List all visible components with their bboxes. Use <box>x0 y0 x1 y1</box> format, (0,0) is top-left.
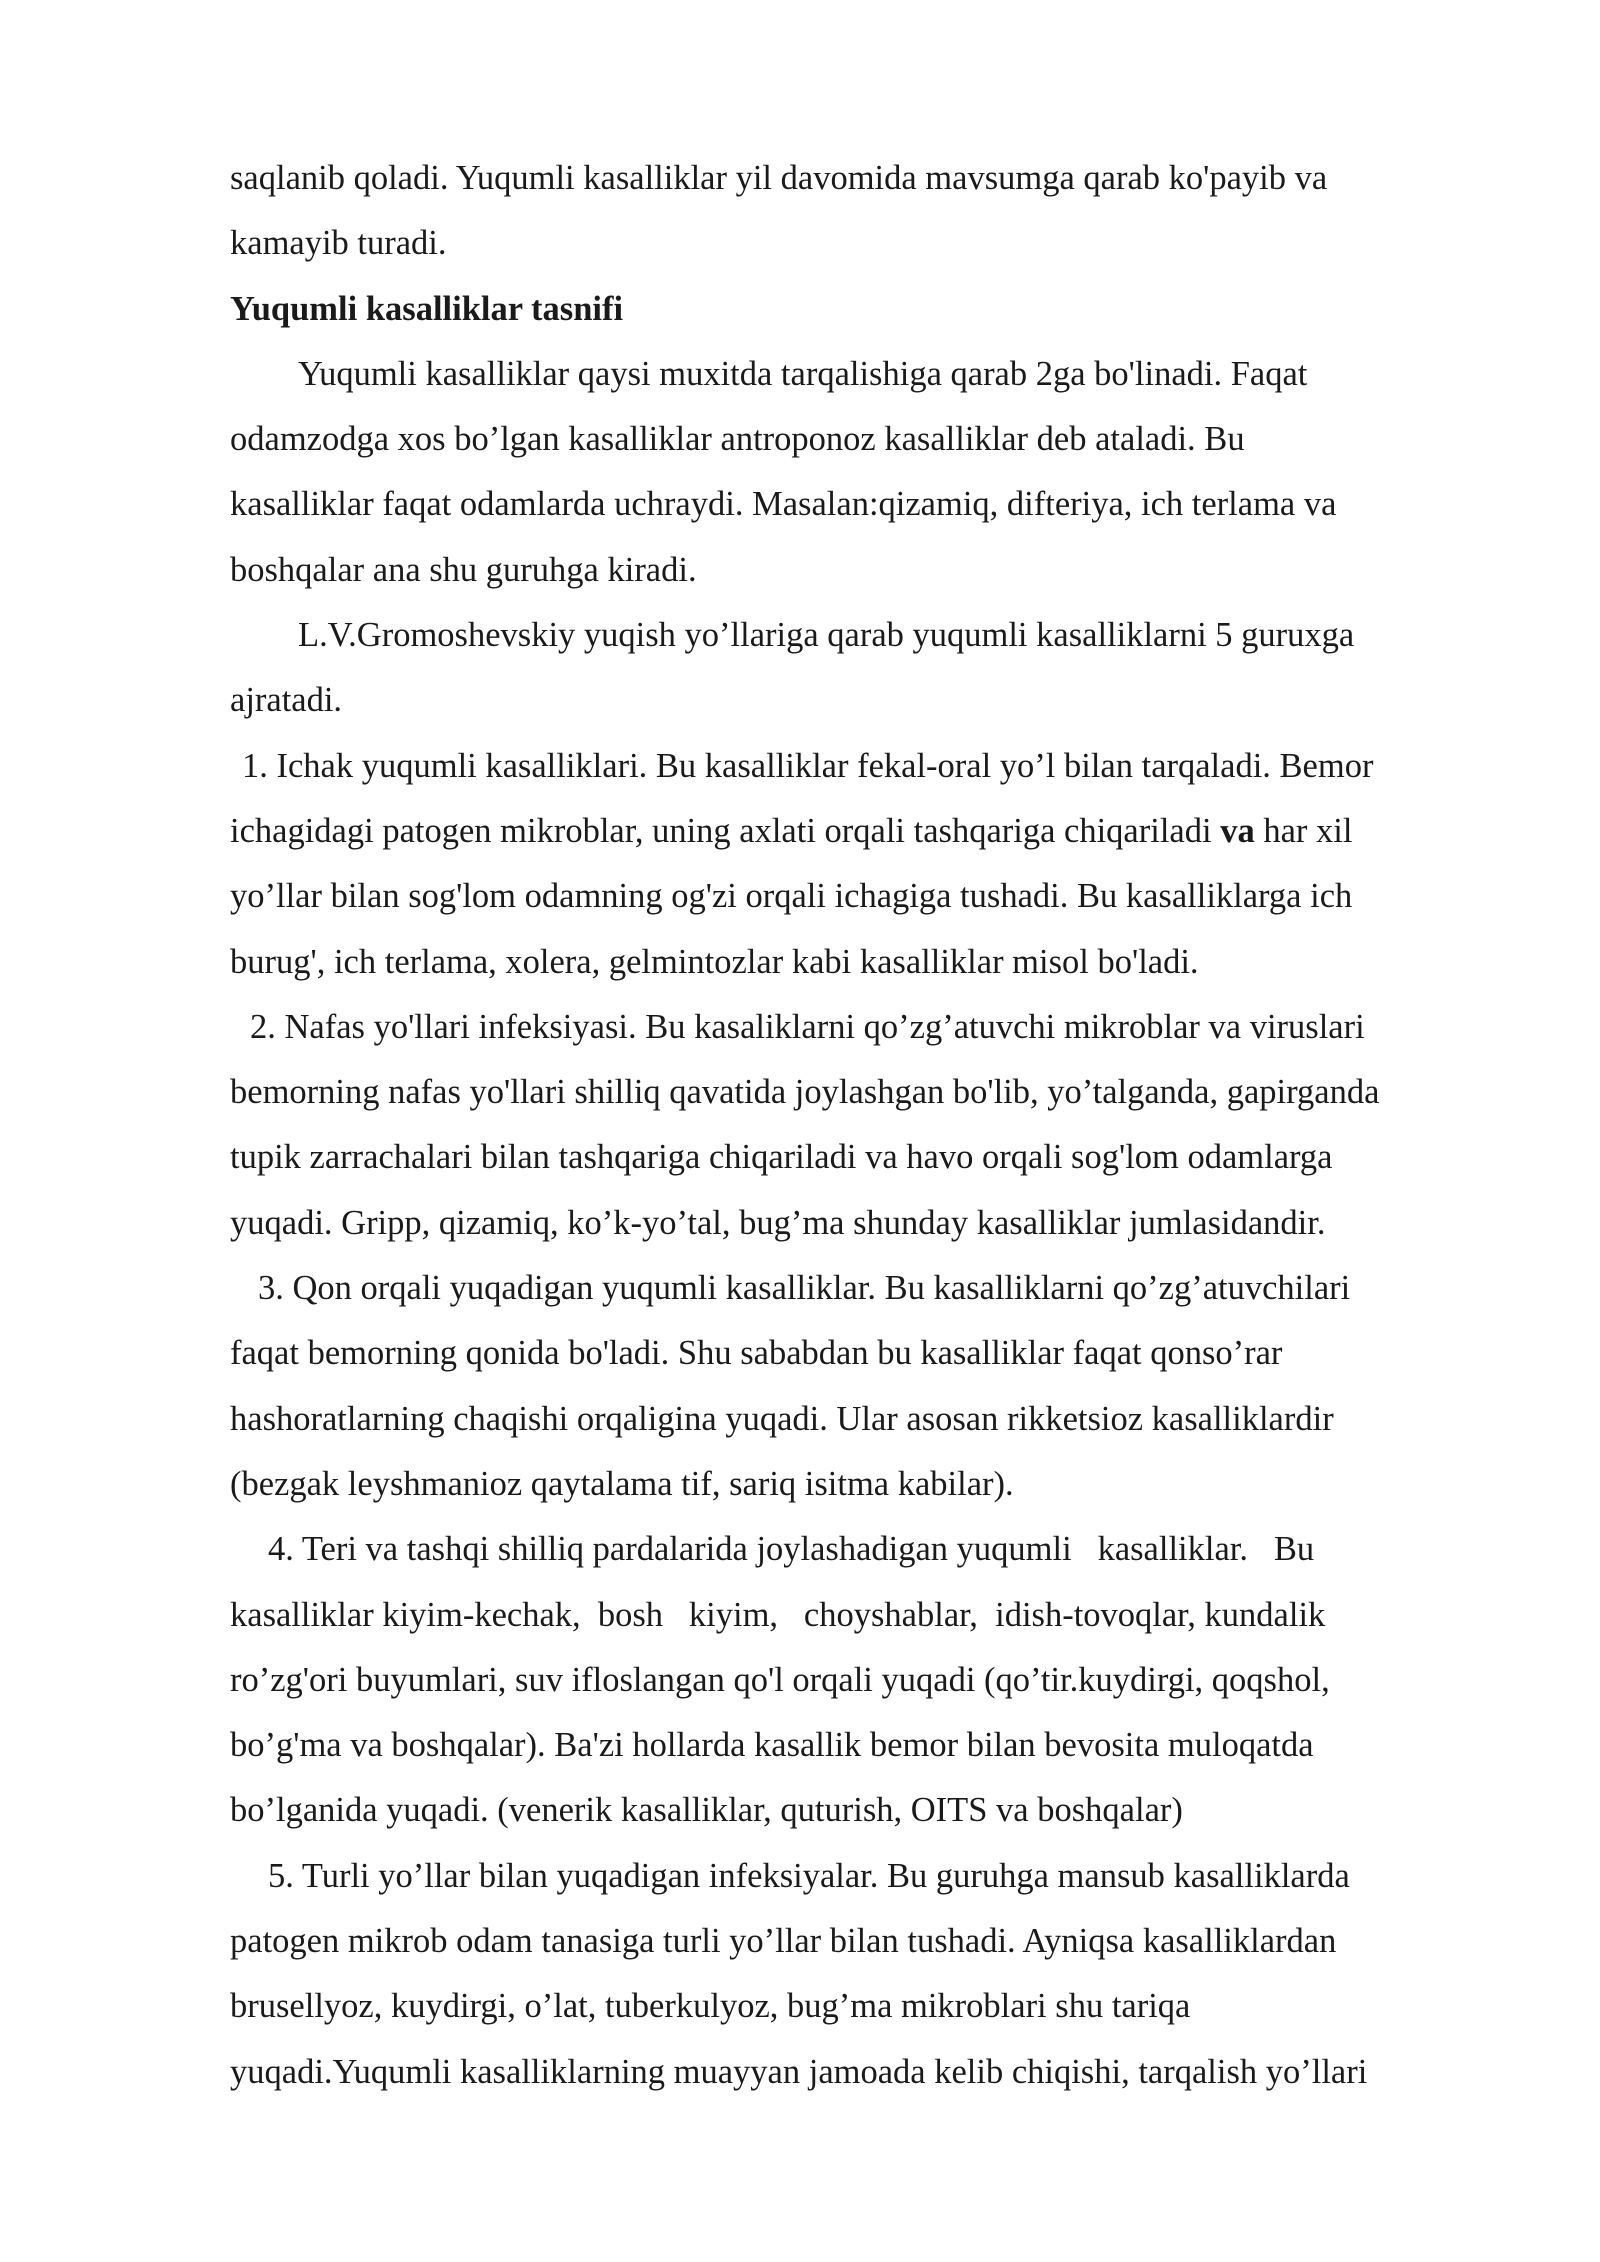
text-line: odamzodga xos bo’lgan kasalliklar antroponoz kasalliklar deb ataladi. Bu <box>230 420 1245 459</box>
text-line: saqlanib qoladi. Yuqumli kasalliklar yil davomida mavsumga qarab ko'payib va <box>230 159 1328 197</box>
list-item-2-line: 2. Nafas yo'llari infeksiyasi. Bu kasaliklarni qo’zg’atuvchi mikroblar va viruslari <box>250 1007 1365 1046</box>
text-line: kasalliklar kiyim-kechak, bosh kiyim, choyshablar, idish-tovoqlar, kundalik <box>230 1595 1326 1634</box>
text-line: L.V.Gromoshevskiy yuqish yo’llariga qarab yuqumli kasalliklarni 5 guruxga <box>298 616 1355 655</box>
text-line: ro’zg'ori buyumlari, suv ifloslangan qo'l orqali yuqadi (qo’tir.kuydirgi, qoqshol, <box>230 1660 1330 1699</box>
text-line: burug', ich terlama, xolera, gelmintozlar kabi kasalliklar misol bo'ladi. <box>230 942 1199 981</box>
bold-word: va <box>1220 811 1255 850</box>
text-line: faqat bemorning qonida bo'ladi. Shu sababdan bu kasalliklar faqat qonso’rar <box>230 1334 1283 1373</box>
text-line: patogen mikrob odam tanasiga turli yo’llar bilan tushadi. Ayniqsa kasalliklardan <box>230 1922 1337 1961</box>
text-line: (bezgak leyshmanioz qaytalama tif, sariq isitma kabilar). <box>230 1464 1014 1503</box>
list-item-1-line: 1. Ichak yuqumli kasalliklari. Bu kasalliklar fekal-oral yo’l bilan tarqaladi. Bemor <box>242 746 1374 785</box>
text-line <box>230 799 1510 864</box>
text-segment: ichagidagi patogen mikroblar, uning axlati orqali tashqariga chiqariladi <box>230 811 1221 850</box>
text-line: bemorning nafas yo'llari shilliq qavatida joylashgan bo'lib, yo’talganda, gapirganda <box>230 1073 1380 1112</box>
text-line: yuqadi. Gripp, qizamiq, ko’k-yo’tal, bug’ma shunday kasalliklar jumlasidandir. <box>230 1203 1326 1242</box>
text-line: kamayib turadi. <box>230 224 447 263</box>
text-line: hashoratlarning chaqishi orqaligina yuqadi. Ular asosan rikketsioz kasalliklardir <box>230 1399 1334 1438</box>
document-body <box>230 146 1510 2105</box>
section-heading: Yuqumli kasalliklar tasnifi <box>230 289 624 328</box>
text-segment: har xil <box>1254 811 1353 850</box>
text-line: bo’lganida yuqadi. (venerik kasalliklar, quturish, OITS va boshqalar) <box>230 1791 1183 1830</box>
list-item-5-line: 5. Turli yo’llar bilan yuqadigan infeksiyalar. Bu guruhga mansub kasalliklarda <box>268 1856 1350 1895</box>
text-line: yo’llar bilan sog'lom odamning og'zi orqali ichagiga tushadi. Bu kasalliklarga ich <box>230 877 1353 916</box>
text-line: ajratadi. <box>230 681 343 720</box>
text-line: yuqadi.Yuqumli kasalliklarning muayyan jamoada kelib chiqishi, tarqalish yo’llari <box>230 2052 1368 2091</box>
text-line: brusellyoz, kuydirgi, o’lat, tuberkulyoz, bug’ma mikroblari shu tariqa <box>230 1987 1191 2026</box>
list-item-4-line: 4. Teri va tashqi shilliq pardalarida joylashadigan yuqumli kasalliklar. Bu <box>268 1530 1315 1569</box>
text-line: tupik zarrachalari bilan tashqariga chiqariladi va havo orqali sog'lom odamlarga <box>230 1138 1333 1177</box>
text-line: boshqalar ana shu guruhga kiradi. <box>230 550 697 589</box>
list-item-3-line: 3. Qon orqali yuqadigan yuqumli kasalliklar. Bu kasalliklarni qo’zg’atuvchilari <box>258 1269 1351 1308</box>
text-line: Yuqumli kasalliklar qaysi muxitda tarqalishiga qarab 2ga bo'linadi. Faqat <box>298 354 1308 393</box>
text-line: bo’g'ma va boshqalar). Ba'zi hollarda kasallik bemor bilan bevosita muloqatda <box>230 1726 1314 1765</box>
text-line: kasalliklar faqat odamlarda uchraydi. Masalan:qizamiq, difteriya, ich terlama va <box>230 485 1337 524</box>
